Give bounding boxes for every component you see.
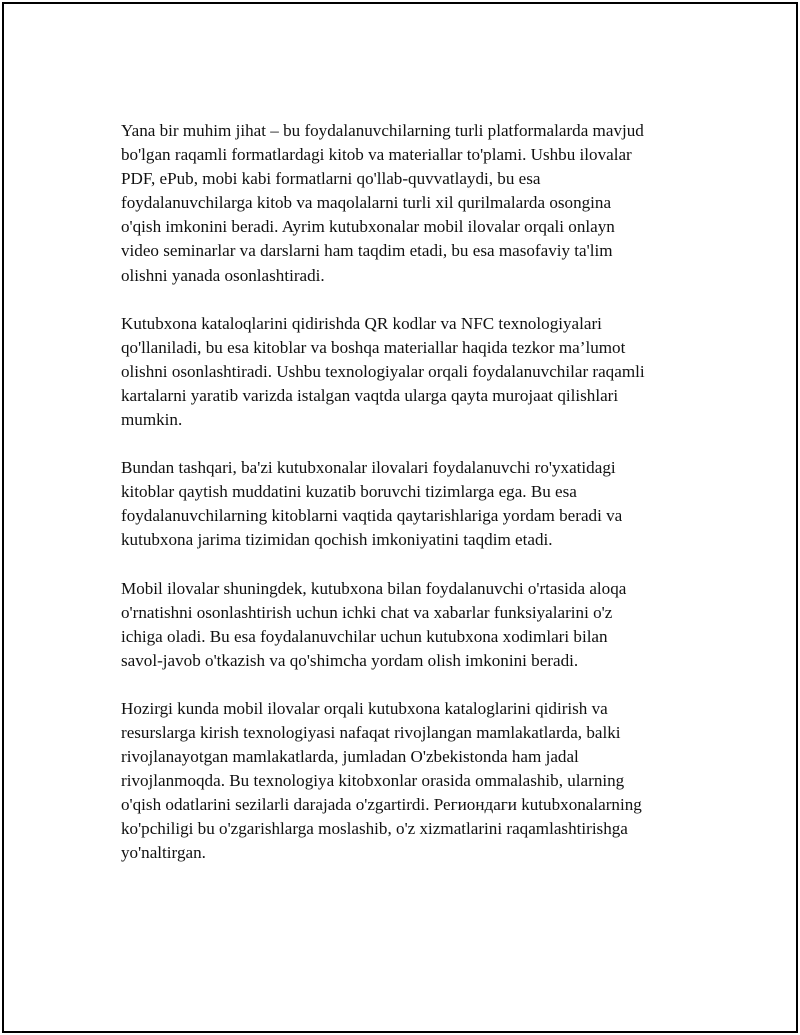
page-frame	[2, 2, 798, 1033]
paragraph-chat-messaging: Mobil ilovalar shuningdek, kutubxona bilan foydalanuvchi o'rtasida aloqa o'rnatishni osonlashtirish uchun ichki chat va xabarlar funksiyalarini o'z ichiga oladi. Bu esa foydalanuvchilar uchun kutubxona xodimlari bilan savol-javob o'tkazish va qo'shimcha yordam olish imkonini beradi.	[121, 578, 627, 670]
paragraph-qr-nfc: Kutubxona kataloqlarini qidirishda QR kodlar va NFC texnologiyalari qo'llaniladi, bu esa kitoblar va boshqa materiallar haqida tezkor ma’lumot olishni osonlashtiradi. Ushbu texnologiyalar orqali foydalanuvchilar raqamli kartalarni yaratib varizda istalgan vaqtda ularga qayta murojaat qilishlari mumkin.	[121, 313, 645, 430]
paragraph-return-tracking: Bundan tashqari, ba'zi kutubxonalar ilovalari foydalanuvchi ro'yxatidagi kitoblar qaytish muddatini kuzatib boruvchi tizimlarga ega. Bu esa foydalanuvchilarning kitoblarni vaqtida qaytarishlariga yordam beradi va kutubxona jarima tizimidan qochish imkoniyatini taqdim etadi.	[121, 458, 623, 550]
document-body	[121, 119, 721, 890]
paragraph-uzbekistan-adoption: Hozirgi kunda mobil ilovalar orqali kutubxona kataloglarini qidirish va resurslarga kirish texnologiyasi nafaqat rivojlangan mamlakatlarda, balki rivojlanayotgan mamlakatlarda, jumladan O'zbekistonda ham jadal rivojlanmoqda. Bu texnologiya kitobxonlar orasida ommalashib, ularning o'qish odatlarini sezilarli darajada o'zgartirdi. Региондаги kutubxonalarning ko'pchiligi bu o'zgarishlarga moslashib, o'z xizmatlarini raqamlashtirishga yo'naltirgan.	[121, 698, 642, 863]
paragraph-digital-formats: Yana bir muhim jihat – bu foydalanuvchilarning turli platformalarda mavjud bo'lgan raqamli formatlardagi kitob va materiallar to'plami. Ushbu ilovalar PDF, ePub, mobi kabi formatlarni qo'llab-quvvatlaydi, bu esa foydalanuvchilarga kitob va maqolalarni turli xil qurilmalarda osongina o'qish imkonini beradi. Ayrim kutubxonalar mobil ilovalar orqali onlayn video seminarlar va darslarni ham taqdim etadi, bu esa masofaviy ta'lim olishni yanada osonlashtiradi.	[121, 121, 644, 285]
